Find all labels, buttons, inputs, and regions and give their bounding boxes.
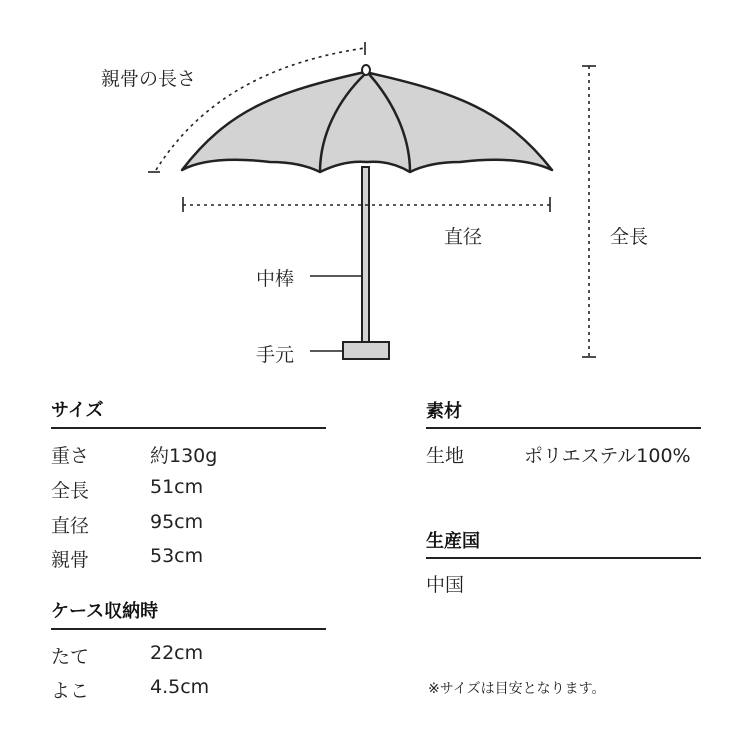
case-row-label: よこ	[51, 680, 90, 702]
umbrella-tip	[362, 65, 370, 75]
umbrella-handle	[343, 342, 389, 359]
shaft-label: 中棒	[256, 268, 295, 290]
case-section-title: ケース収納時	[51, 601, 159, 622]
size-row-value: 95cm	[150, 511, 204, 533]
case-row-label: たて	[51, 646, 90, 668]
material-section-rule	[426, 427, 701, 429]
case-row-value: 22cm	[150, 642, 204, 664]
umbrella-shaft	[362, 167, 369, 342]
size-note: ※サイズは目安となります。	[428, 681, 606, 697]
material-row-value: ポリエステル100%	[524, 445, 691, 467]
material-row-label: 生地	[426, 445, 465, 467]
rib-length-label: 親骨の長さ	[101, 68, 197, 90]
umbrella-canopy	[182, 72, 552, 172]
diameter-label: 直径	[444, 226, 483, 248]
case-section-rule	[51, 628, 326, 630]
size-row-label: 親骨	[51, 549, 90, 571]
size-row-value: 約130g	[150, 445, 218, 467]
size-row-label: 全長	[51, 480, 90, 502]
origin-section-rule	[426, 557, 701, 559]
size-row-value: 51cm	[150, 476, 204, 498]
size-row-label: 直径	[51, 515, 90, 537]
handle-label: 手元	[256, 344, 295, 366]
origin-section-title: 生産国	[426, 531, 480, 552]
size-section-title: サイズ	[51, 400, 104, 421]
size-section-rule	[51, 427, 326, 429]
size-row-value: 53cm	[150, 545, 204, 567]
material-section-title: 素材	[426, 401, 462, 422]
case-row-value: 4.5cm	[150, 676, 210, 698]
size-row-label: 重さ	[51, 445, 90, 467]
total-length-label: 全長	[610, 226, 649, 248]
origin-value: 中国	[426, 574, 465, 596]
